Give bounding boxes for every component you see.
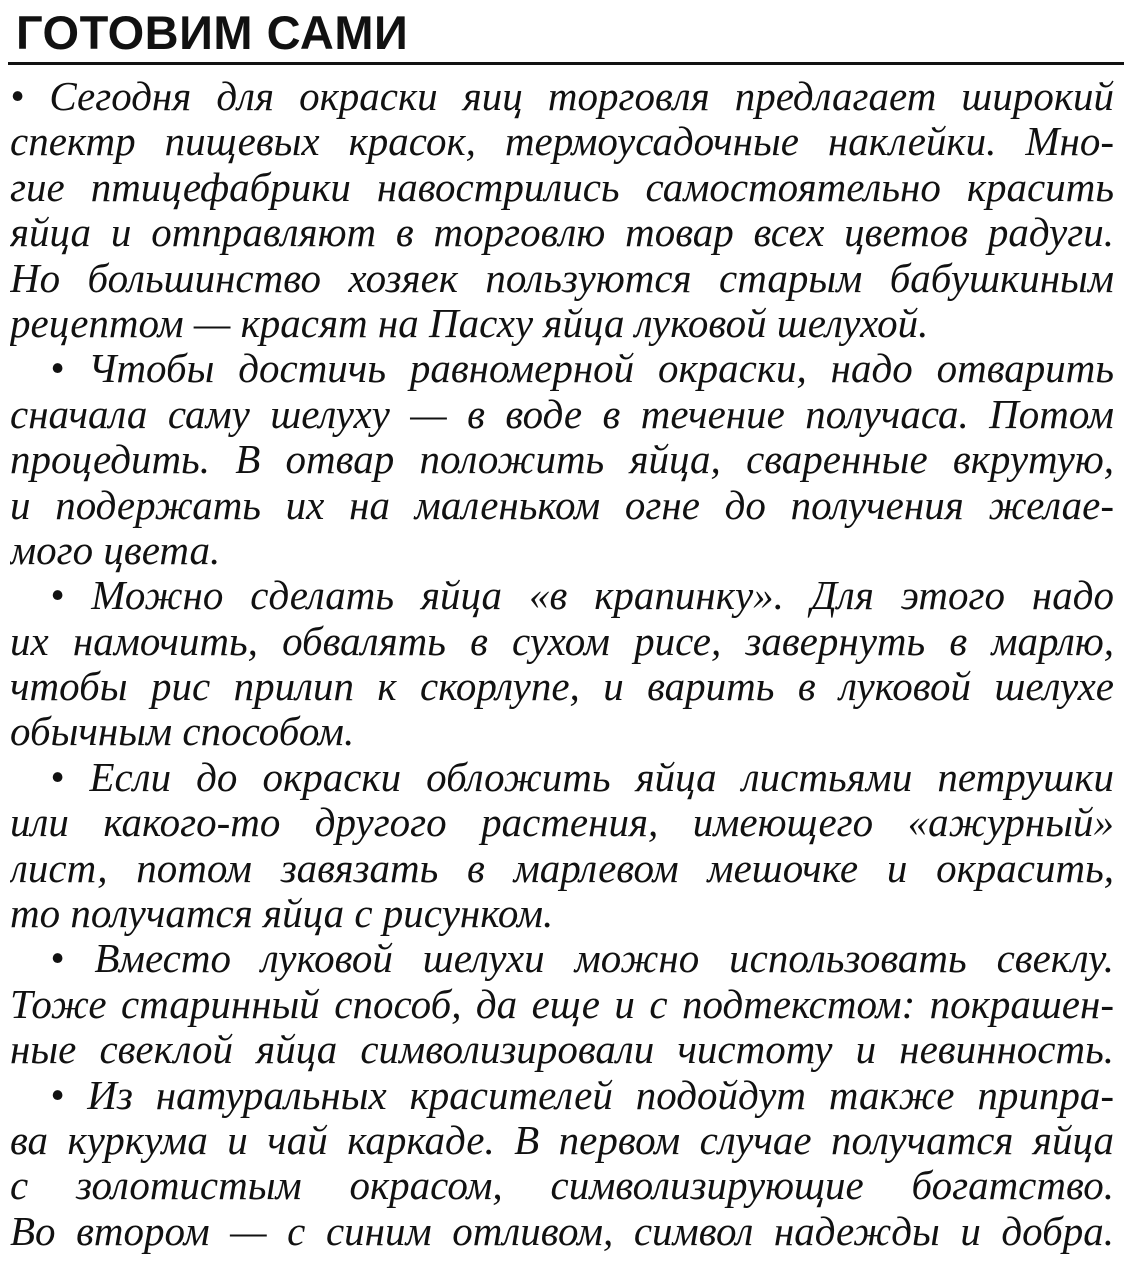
text-line: Но большинство хозяек пользуются старым бабушкиным [10,255,1114,301]
paragraph-3 [10,573,1114,755]
text-line: • Если до окраски обложить яйца листьями петрушки [50,754,1114,800]
text-line: яйца и отправляют в торговлю товар всех цветов радуги. [10,210,1114,256]
text-line: • Чтобы достичь равномерной окраски, надо отварить [50,346,1114,392]
paragraph-4 [10,755,1114,937]
text-line: или какого-то другого растения, имеющего «ажурный» [10,800,1114,846]
text-line: то получатся яйца с рисунком. [10,891,554,937]
paragraph-5 [10,936,1114,1072]
text-line: сначала саму шелуху — в воде в течение получаса. Потом [10,391,1114,437]
paragraph-6 [10,1073,1114,1255]
heading-rule [8,62,1124,65]
text-line: процедить. В отвар положить яйца, сваренные вкрутую, [10,437,1114,483]
paragraph-1 [10,74,1114,346]
text-line: рецептом — красят на Пасху яйца луковой шелухой. [10,300,929,346]
text-line: их намочить, обвалять в сухом рисе, завернуть в марлю, [10,618,1114,664]
text-line: мого цвета. [10,527,221,573]
section-heading: ГОТОВИМ САМИ [16,6,409,59]
text-line: чтобы рис прилип к скорлупе, и варить в луковой шелухе [10,664,1114,710]
paragraph-2 [10,346,1114,573]
text-line: • Сегодня для окраски яиц торговля предлагает широкий [10,74,1114,119]
text-line: ва куркума и чай каркаде. В первом случае получатся яйца [10,1117,1114,1163]
text-line: Тоже старинный способ, да еще и с подтекстом: покрашен- [10,981,1114,1027]
text-line: спектр пищевых красок, термоусадочные наклейки. Мно- [10,119,1114,165]
text-line: лист, потом завязать в марлевом мешочке и окрасить, [10,845,1114,891]
text-line: с золотистым окрасом, символизирующие богатство. [10,1163,1114,1209]
text-line: • Вместо луковой шелухи можно использовать свеклу. [50,936,1114,982]
text-line: гие птицефабрики навострились самостоятельно красить [10,164,1114,210]
text-line: обычным способом. [10,709,355,755]
text-line: Во втором — с синим отливом, символ надежды и добра. [10,1208,1114,1254]
text-line: ные свеклой яйца символизировали чистоту и невинность. [10,1027,1114,1073]
article-body [10,74,1114,1254]
text-line: и подержать их на маленьком огне до получения желае- [10,482,1114,528]
text-line: • Из натуральных красителей подойдут также припра- [50,1072,1114,1118]
text-line: • Можно сделать яйца «в крапинку». Для этого надо [50,573,1114,619]
